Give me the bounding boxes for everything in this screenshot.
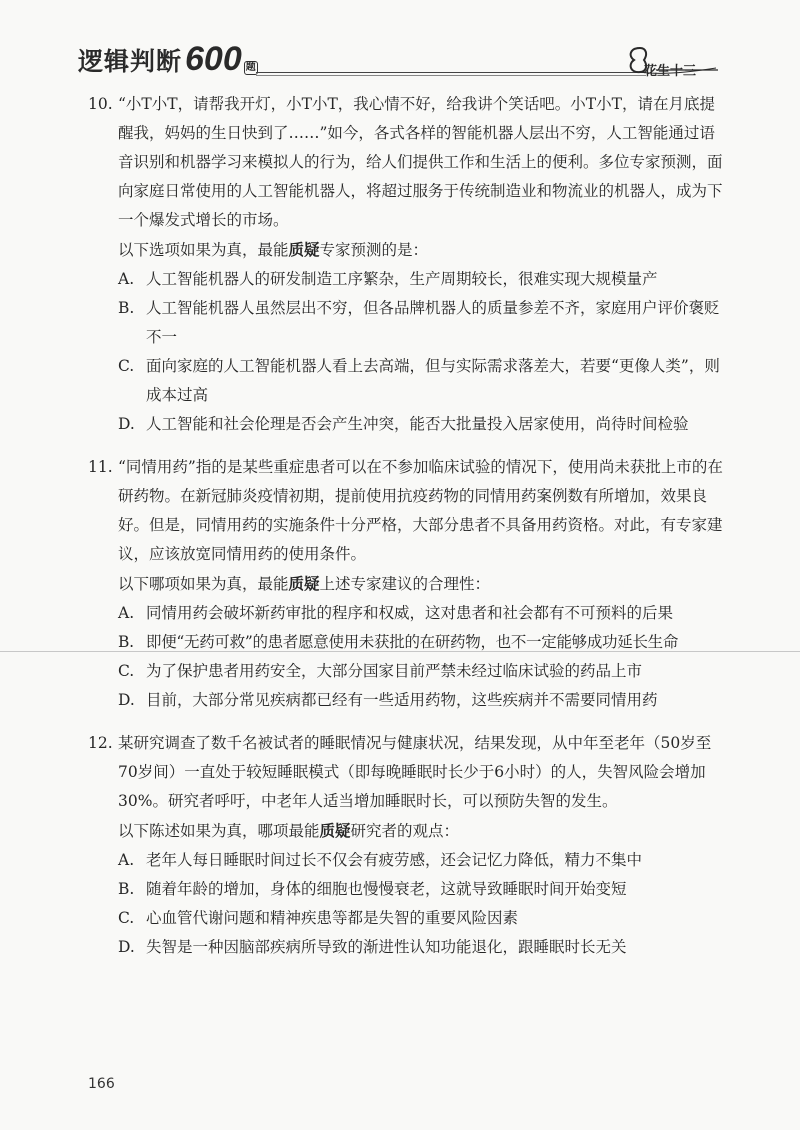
- option-letter: D.: [118, 691, 135, 709]
- prompt-keyword: 质疑: [288, 574, 320, 593]
- prompt-post: 上述专家建议的合理性：: [319, 575, 491, 593]
- option-text: 人工智能机器人虽然层出不穷，但各品牌机器人的质量参差不齐，家庭用户评价褒贬不一: [146, 299, 720, 346]
- page-header: [78, 40, 718, 80]
- option-text: 失智是一种因脑部疾病所导致的渐进性认知功能退化，跟睡眠时长无关: [146, 938, 627, 956]
- option-text: 老年人每日睡眠时间过长不仅会有疲劳感，还会记忆力降低，精力不集中: [146, 851, 643, 869]
- book-title-text: 逻辑判断: [78, 47, 183, 76]
- option-text: 面向家庭的人工智能机器人看上去高端，但与实际需求落差大，若要“更像人类”，则成本过高: [146, 357, 720, 404]
- option-letter: D.: [118, 415, 135, 433]
- option-a: [88, 599, 724, 628]
- header-rule: [256, 72, 646, 73]
- question-number: 10.: [88, 95, 113, 113]
- question-prompt: [88, 816, 724, 846]
- option-letter: B.: [118, 299, 135, 317]
- question-number: 11.: [88, 458, 113, 476]
- book-title-suffix: 题: [245, 62, 256, 73]
- option-text: 随着年龄的增加，身体的细胞也慢慢衰老，这就导致睡眠时间开始变短: [146, 880, 627, 898]
- question-list: [88, 90, 724, 976]
- option-letter: B.: [118, 633, 134, 651]
- option-letter: A.: [118, 604, 135, 622]
- question-10: [88, 90, 724, 439]
- question-stem: [88, 453, 724, 569]
- option-text: 即便“无药可救”的患者愿意使用未获批的在研药物，也不一定能够成功延长生命: [146, 633, 679, 651]
- prompt-keyword: 质疑: [319, 821, 351, 840]
- option-letter: C.: [118, 357, 135, 375]
- book-title: [78, 40, 258, 80]
- option-a: [88, 265, 724, 294]
- option-text: 目前，大部分常见疾病都已经有一些适用药物，这些疾病并不需要同情用药: [146, 691, 658, 709]
- option-letter: C.: [118, 909, 135, 927]
- header-rule-thin: [256, 75, 646, 76]
- prompt-pre: 以下陈述如果为真，哪项最能: [118, 822, 320, 840]
- publisher-logo: [626, 46, 718, 79]
- option-letter: D.: [118, 938, 135, 956]
- option-text: 为了保护患者用药安全，大部分国家目前严禁未经过临床试验的药品上市: [146, 662, 643, 680]
- question-stem-text: “小T小T，请帮我开灯，小T小T，我心情不好，给我讲个笑话吧。小T小T，请在月底提醒我，妈妈的生日快到了……”如今，各式各样的智能机器人层出不穷，人工智能通过语音识别和机器学习来模拟人的行为，给人们提供工作和生活上的便利。多位专家预测，面向家庭日常使用的人工智能机器人，将超过服务于传统制造业和物流业的机器人，成为下一个爆发式增长的市场。: [118, 95, 723, 229]
- question-prompt: [88, 569, 724, 599]
- question-stem-text: “同情用药”指的是某些重症患者可以在不参加临床试验的情况下，使用尚未获批上市的在研药物。在新冠肺炎疫情初期，提前使用抗疫药物的同情用药案例数有所增加，效果良好。但是，同情用药的实施条件十分严格，大部分患者不具备用药资格。对此，有专家建议，应该放宽同情用药的使用条件。: [118, 458, 723, 563]
- question-11: [88, 453, 724, 715]
- option-d: [88, 686, 724, 715]
- question-12: [88, 729, 724, 962]
- option-b: [88, 875, 724, 904]
- option-letter: C.: [118, 662, 135, 680]
- option-text: 心血管代谢问题和精神疾患等都是失智的重要风险因素: [146, 909, 519, 927]
- option-letter: B.: [118, 880, 135, 898]
- option-c: [88, 657, 724, 686]
- prompt-pre: 以下选项如果为真，最能: [118, 241, 289, 259]
- option-letter: A.: [118, 270, 135, 288]
- logo-text: 花生十三: [644, 64, 697, 79]
- prompt-keyword: 质疑: [288, 240, 320, 259]
- option-text: 同情用药会破坏新药审批的程序和权威，这对患者和社会都有不可预料的后果: [146, 604, 674, 622]
- prompt-pre: 以下哪项如果为真，最能: [118, 575, 289, 593]
- book-title-number: 600: [185, 40, 242, 78]
- option-a: [88, 846, 724, 875]
- question-stem: [88, 90, 724, 235]
- option-d: [88, 933, 724, 962]
- option-c: [88, 904, 724, 933]
- question-number: 12.: [88, 734, 113, 752]
- option-c: [88, 352, 724, 410]
- option-b: [88, 628, 724, 657]
- prompt-post: 研究者的观点：: [350, 822, 460, 840]
- option-letter: A.: [118, 851, 135, 869]
- question-prompt: [88, 235, 724, 265]
- option-text: 人工智能和社会伦理是否会产生冲突，能否大批量投入居家使用，尚待时间检验: [146, 415, 689, 433]
- option-d: [88, 410, 724, 439]
- question-stem: [88, 729, 724, 816]
- question-stem-text: 某研究调查了数千名被试者的睡眠情况与健康状况，结果发现，从中年至老年（50岁至70岁间）一直处于较短睡眠模式（即每晚睡眠时长少于6小时）的人，失智风险会增加30%。研究者呼吁，中老年人适当增加睡眠时长，可以预防失智的发生。: [118, 734, 712, 810]
- option-b: [88, 294, 724, 352]
- option-text: 人工智能机器人的研发制造工序繁杂，生产周期较长，很难实现大规模量产: [146, 270, 658, 288]
- page-number: 166: [88, 1076, 115, 1092]
- prompt-post: 专家预测的是：: [319, 241, 429, 259]
